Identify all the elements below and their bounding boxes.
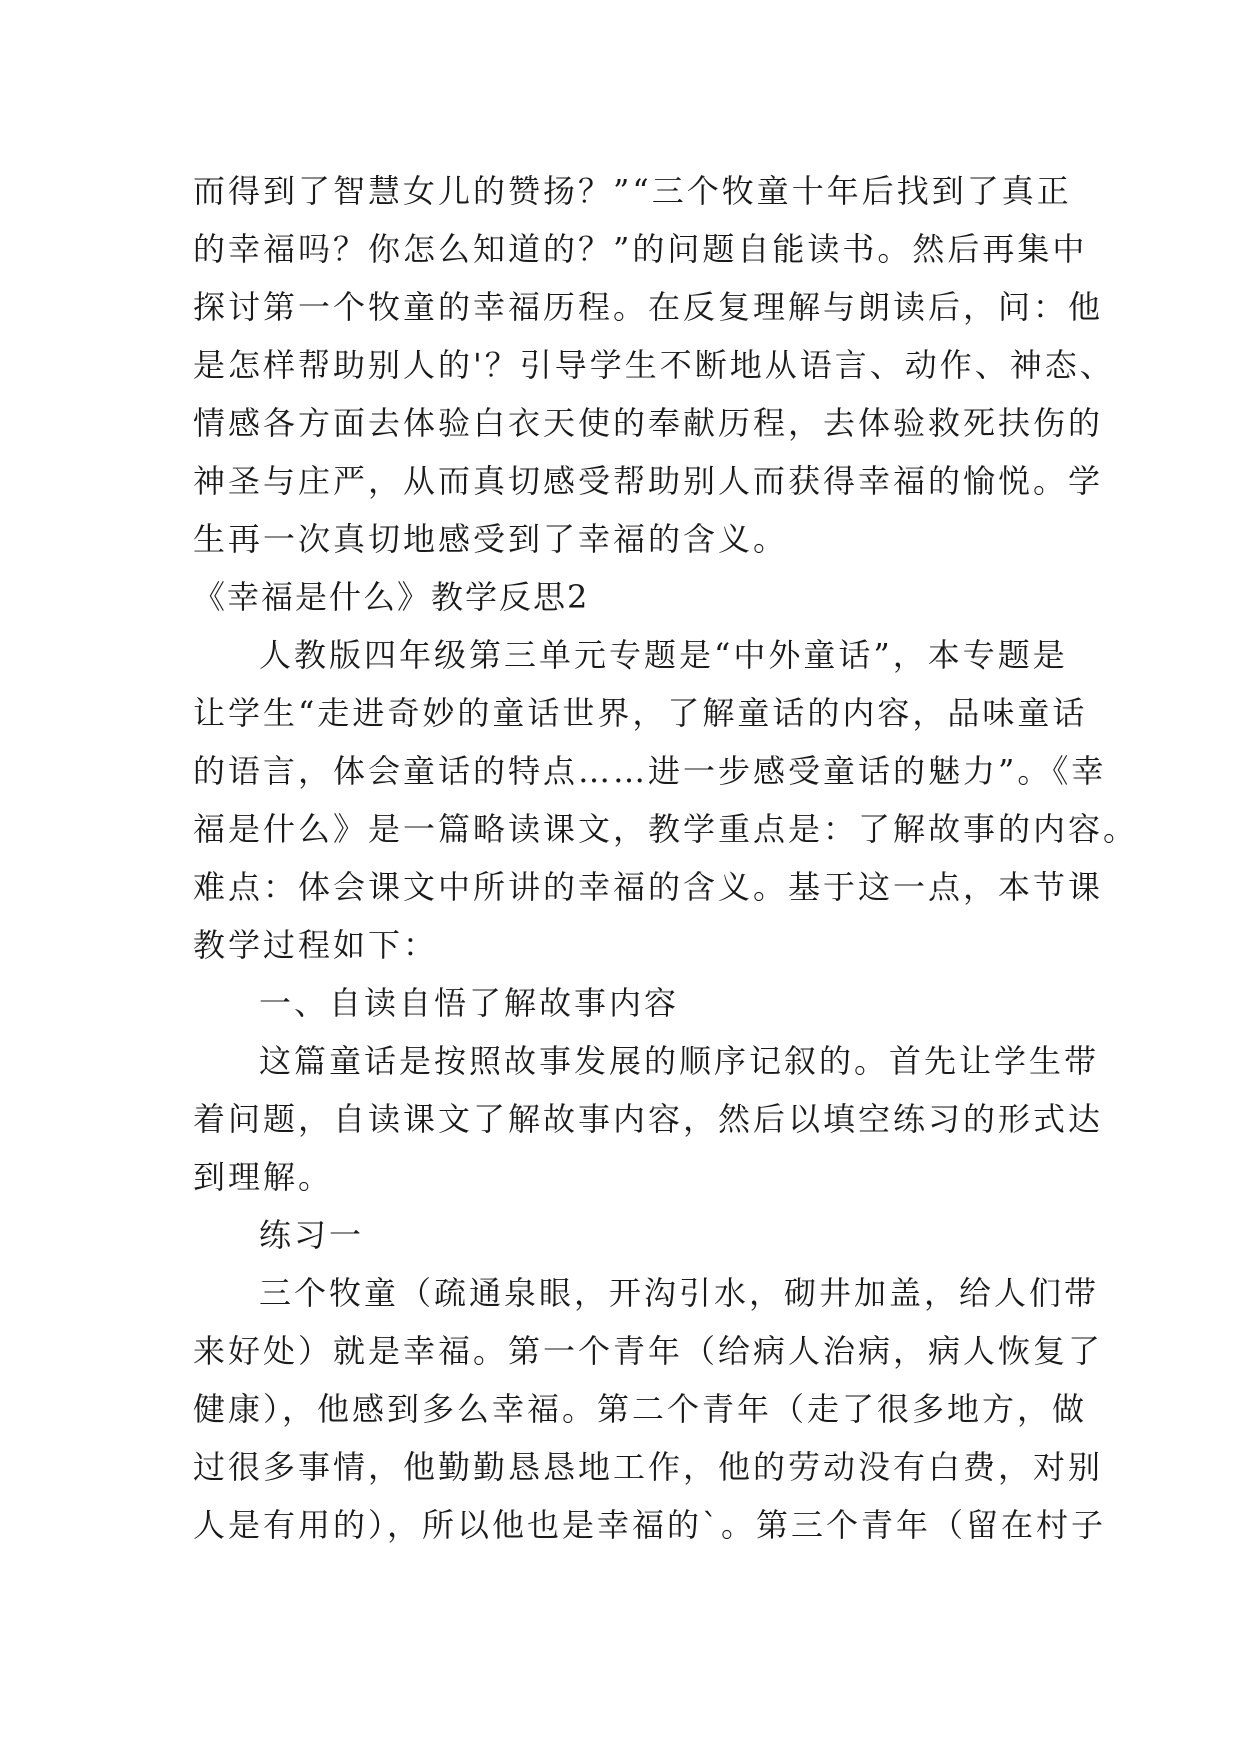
text-line: 情感各方面去体验白衣天使的奉献历程，去体验救死扶伤的 [193, 404, 1104, 442]
text-line: 健康），他感到多么幸福。第二个青年（走了很多地方，做 [193, 1390, 1088, 1428]
text-line: 的语言，体会童话的特点……进一步感受童话的魅力”。《幸 [193, 752, 1107, 790]
text-line: 生再一次真切地感受到了幸福的含义。 [193, 520, 789, 558]
text-line: 着问题，自读课文了解故事内容，然后以填空练习的形式达 [193, 1100, 1104, 1138]
text-line: 人是有用的），所以他也是幸福的`。第三个青年（留在村子 [193, 1506, 1107, 1544]
text-line: 探讨第一个牧童的幸福历程。在反复理解与朗读后，问：他 [193, 288, 1104, 326]
document-body [193, 162, 1139, 1554]
text-line: 神圣与庄严，从而真切感受帮助别人而获得幸福的愉悦。学 [193, 462, 1104, 500]
subheading: 练习一 [259, 1216, 365, 1254]
text-line: 福是什么》是一篇略读课文，教学重点是：了解故事的内容。 [193, 810, 1139, 848]
text-line: 这篇童话是按照故事发展的顺序记叙的。首先让学生带 [259, 1042, 1100, 1080]
text-line: 是怎样帮助别人的'？引导学生不断地从语言、动作、神态、 [193, 346, 1115, 384]
text-line: 到理解。 [193, 1158, 334, 1196]
text-line: 来好处）就是幸福。第一个青年（给病人治病，病人恢复了 [193, 1332, 1104, 1370]
text-line: 而得到了智慧女儿的赞扬？”“三个牧童十年后找到了真正 [193, 172, 1072, 210]
text-line: 人教版四年级第三单元专题是“中外童话”，本专题是 [259, 636, 1068, 674]
text-line: 难点：体会课文中所讲的幸福的含义。基于这一点，本节课 [193, 868, 1104, 906]
text-line: 过很多事情，他勤勤恳恳地工作，他的劳动没有白费，对别 [193, 1448, 1104, 1486]
text-line: 的幸福吗？你怎么知道的？”的问题自能读书。然后再集中 [193, 230, 1088, 268]
text-line: 教学过程如下： [193, 926, 439, 964]
text-line: 让学生“走进奇妙的童话世界，了解童话的内容，品味童话 [193, 694, 1088, 732]
subheading: 一、自读自悟了解故事内容 [259, 984, 680, 1022]
section-title: 《幸福是什么》教学反思2 [193, 578, 590, 616]
text-line: 三个牧童（疏通泉眼，开沟引水，砌井加盖，给人们带 [259, 1274, 1100, 1312]
